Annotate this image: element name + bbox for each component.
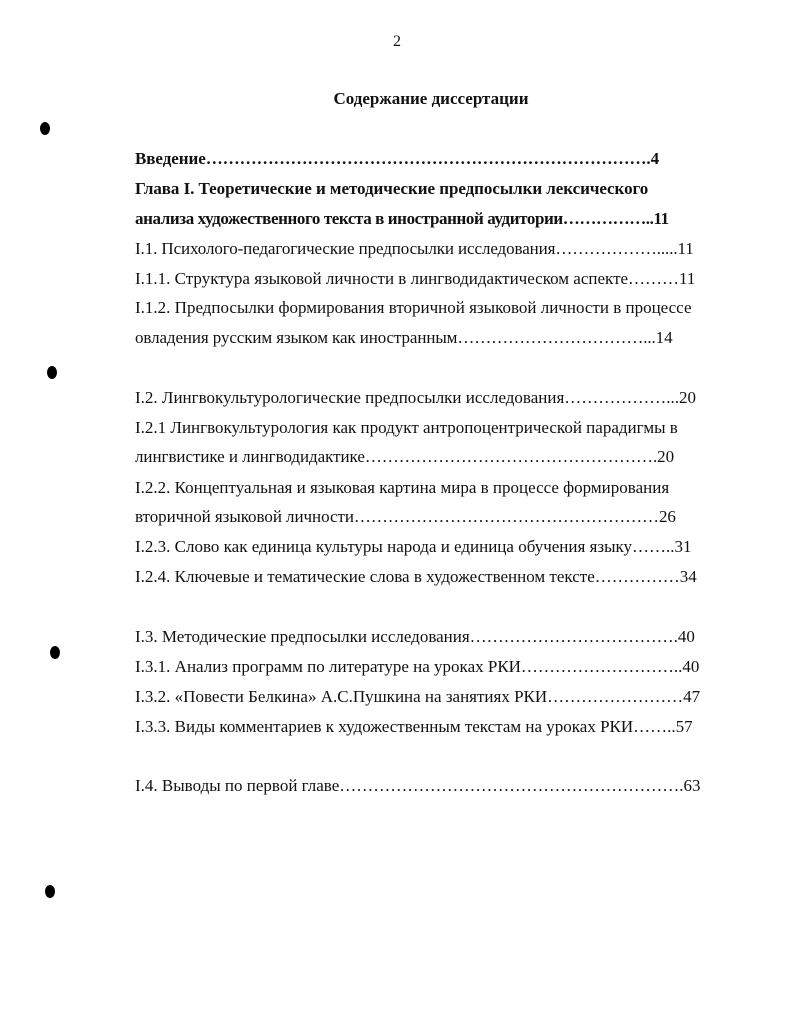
toc-entry-1-3-2: I.3.2. «Повести Белкина» А.С.Пушкина на занятиях РКИ……………………47 bbox=[135, 687, 701, 706]
toc-entry-1-3-3: I.3.3. Виды комментариев к художественным текстам на уроках РКИ……..57 bbox=[135, 717, 693, 736]
toc-entry-chapter-1-line-2: анализа художественного текста в иностранной аудитории……………..11 bbox=[135, 209, 669, 228]
punch-hole-mark bbox=[45, 885, 55, 898]
toc-entry-1-2: I.2. Лингвокультурологические предпосылки исследования………………...20 bbox=[135, 388, 697, 407]
toc-entry-1-2-1-line-2: лингвистике и лингводидактике…………………………………………….20 bbox=[135, 447, 675, 466]
toc-entry-chapter-1-line-1: Глава I. Теоретические и методические предпосылки лексического bbox=[135, 179, 649, 198]
punch-hole-mark bbox=[50, 646, 60, 659]
toc-entry-1-3-1: I.3.1. Анализ программ по литературе на уроках РКИ………………………..40 bbox=[135, 657, 700, 676]
toc-entry-1-1-2-line-2: овладения русским языком как иностранным……………………………...14 bbox=[135, 328, 673, 347]
toc-entry-1-2-3: I.2.3. Слово как единица культуры народа и единица обучения языку……..31 bbox=[135, 537, 692, 556]
toc-entry-1-3: I.3. Методические предпосылки исследования……………………………….40 bbox=[135, 627, 695, 646]
toc-entry-1-2-2-line-1: I.2.2. Концептуальная и языковая картина мира в процессе формирования bbox=[135, 478, 670, 497]
punch-hole-mark bbox=[47, 366, 57, 379]
toc-entry-introduction: Введение…………………………………………………………………….4 bbox=[135, 149, 660, 168]
toc-entry-1-1-2-line-1: I.1.2. Предпосылки формирования вторичной языковой личности в процессе bbox=[135, 298, 692, 317]
page-number: 2 bbox=[393, 33, 401, 50]
toc-entry-1-2-1-line-1: I.2.1 Лингвокультурология как продукт антропоцентрической парадигмы в bbox=[135, 418, 678, 437]
toc-entry-1-2-4: I.2.4. Ключевые и тематические слова в художественном тексте……………34 bbox=[135, 567, 697, 586]
toc-entry-1-4: I.4. Выводы по первой главе…………………………………………………….63 bbox=[135, 776, 701, 795]
toc-entry-1-2-2-line-2: вторичной языковой личности………………………………………………26 bbox=[135, 507, 676, 526]
toc-entry-1-1-1: I.1.1. Структура языковой личности в лингводидактическом аспекте………11 bbox=[135, 269, 696, 288]
punch-hole-mark bbox=[40, 122, 50, 135]
document-title: Содержание диссертации bbox=[333, 89, 529, 108]
toc-entry-1-1: I.1. Психолого-педагогические предпосылки исследования……………….....11 bbox=[135, 239, 694, 258]
